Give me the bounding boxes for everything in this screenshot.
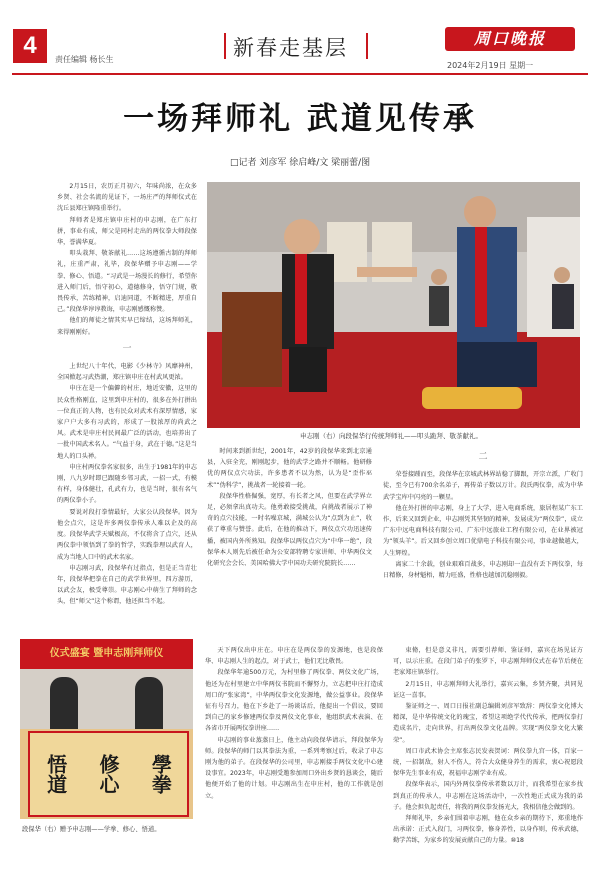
paragraph: 申庄村两仪拳名家很多，出生于1981年的申志刚，八九岁时即已跟随乡邻习武，一招一式，有模有样，身体健壮，孔武有力，也是当时，很有名气的两仪拳小子。 — [57, 463, 197, 505]
paragraph: 束脩，但是意义非凡，需要引荐师、鉴证师，嘉宾在场见证方可，以示庄重。在段门弟子的张罗下，申志刚拜师仪式在春节后便在老家郑庄镇举行。 — [393, 647, 583, 677]
ceremony-photo — [207, 182, 580, 428]
paragraph: 时间来到新世纪，2001年，42岁的段保华来到北京通县，入驻全充，刚刚起步，他的武学之路并不顺畅。他研修优的两仪点穴功法，许多患者不以为然，认为是“歪作巫术”“伪科学”，挑战者一轮接着一轮。 — [207, 448, 372, 489]
paragraph: 荣誉接踵而至，段保华在京城武林界站稳了脚跟，开宗立派，广收门徒，至今已有700余名弟子，再传弟子数以万计。段氏两仪拳，成为中华武学宝库中闪亮的一颗星。 — [383, 471, 583, 501]
paragraph: 申志刚习武，段保华有过指点，但是正当青壮年，段保华把拳在自己的武学世界里，四方游历，以武会友，极受尊崇。申志刚心中萌生了拜师的念头，但“师父”这个称谓，他还担当不起。 — [57, 564, 197, 606]
paragraph: 天下两仪出申庄在。申庄在是两仪拳的发源地，也是段保华、申志刚人生的起点，对于武士，他们无比敬畏。 — [205, 647, 383, 666]
section-title: 新春走基层 — [233, 36, 348, 60]
paragraph: 申志刚的事业蒸蒸日上，他主动向段保华请示，拜段保华为师。段保华的师门以其拳法为重，一系列考察过后，收录了申志刚为他的弟子。在段保华的公司里，申志刚接手两仪文化中心建设事宜。2023年，申志刚受邀参加周口外出乡贤的恳谈会，随后他便开始了他的计划。申志刚出生在申庄村，他的工作就是创立。 — [205, 736, 383, 800]
section-bar-left — [224, 33, 226, 59]
calligraphy-scroll — [28, 731, 189, 817]
paragraph: 离家二十余载，创业艰难百战多，申志刚却一直没有丢下两仪拳，每日精修，身材魁梧，精力旺盛，性格也越加沉稳刚毅。 — [383, 560, 583, 580]
column-1 — [57, 181, 197, 608]
paragraph: 段保华年逾500万元，为村里修了两仪拳、两仪文化广场，他还为在村里建立中华两仪书院而不懈努力，立志把申庄打造成周口的“张家湾”，中华两仪拳文化发源地，做公益事业。段保华征有号召力，他在下乡赴了一场谈话后，他提出一个倡议，要回到自己的家乡修建两仪拳及两仪文化事业，他组织武术表演、在各省市开展两仪拳讲座…… — [205, 669, 383, 733]
issue-date: 2024年2月19日 星期一 — [447, 61, 534, 70]
paragraph: 申庄在是一个偏僻的村庄，地近安徽，这里的民众性格刚直，这里到申庄村的，很多在外打拼出一位真正的人物，也有民众对武术有深厚情感，家家户户大多有习武的，形成了一股浓厚的尚武之风。武术是申庄村民间最广泛的活动，也培养出了一批中国武术名人。“气益于身，武在于德。”这是当地人的口头禅。 — [57, 385, 197, 460]
paragraph: 周口市武术协会主席张志民发表贺词：两仪拳九宫一体，百家一统，一招制敌，射人不伤人，符合大众健身养生的需求，衷心祝愿段保华先生事业有成，祝福申志刚学业有成。 — [393, 747, 583, 778]
section-divider: 二 — [478, 452, 488, 462]
paragraph: 2月15日，申志刚拜师大礼举行，嘉宾云集，乡贤齐聚，共同见证这一喜事。 — [393, 680, 583, 699]
calligraphy-char: 悟道 — [43, 754, 68, 794]
article-byline: □记者 刘彦军 徐启峰/文 梁丽蕾/图 — [230, 158, 371, 168]
paragraph: 要说对段打拳情最好，大家公认段保华。因为他会点穴，这是许多两仪拳传承人难以企及的高度。段保华武学天赋极高，不仅将含了点穴，还从两仪拳中领悟到了拳的哲学，实践拳理以武育人，成为当地人口中的武术名家。 — [57, 508, 197, 561]
photo-caption: 申志刚（右）向段保华行传统拜师礼——叩头跪拜、敬茶献礼。 — [300, 432, 482, 440]
calligraphy-char: 修心 — [95, 754, 120, 794]
photo-background — [20, 669, 193, 729]
column-2 — [207, 446, 372, 569]
editor-credit: 责任编辑 杨长生 — [55, 55, 114, 64]
column-5 — [393, 645, 583, 847]
column-4 — [205, 645, 383, 802]
section-divider: 一 — [122, 343, 132, 354]
paragraph: 上世纪八十年代，电影《少林寺》风靡神州，全国掀起习武热潮，郑庄镇申庄在村武风更浓。 — [57, 363, 197, 382]
photo-caption-2: 段保华（右）赠予申志刚——学拳、修心、悟道。 — [22, 826, 161, 833]
paragraph: 2月15日，农历正月初六，年味尚浓，在众多乡贤、社会名流的见证下，一场庄严的拜师仪式在沈丘县郑庄镇隆重举行。 — [57, 183, 197, 213]
person-right — [135, 677, 163, 729]
paragraph: 他在外打拼的申志刚，身上了大学，进入电商系统，旅居程某广东工作，后来又回到企业，申志刚凭其坚韧的精神，发展成为“两仪拳”，成立广东中远电商科技有限公司、广东中远旅业工程有限公司，在业界被冠为“领头羊”。后又回乡创立周口优鼎电子科技有限公司，事业越做越大，人生辉煌。 — [383, 504, 583, 557]
page-number: 4 — [13, 29, 47, 63]
calligraphy-char: 學拳 — [148, 754, 173, 794]
paragraph: 段保华性格倔强，宽厚，有长者之风，但要在武学界立足，必须拿出真功夫。他勇敢接受挑战，向挑战者展示了神奇的点穴技能，一时名噪京城，满城公认为“点到为止”，收获了尊重与赞誉。此后，在他的推动下，两仪点穴功迅速传播，被国内外所熟知。段保华以两仪点穴为“中华一绝”，段保华本人则先后被任命为公安部特聘专家讲师、中华两仪文化研究会会长、美国哈佛大学中国功夫研究院院长…… — [207, 492, 372, 568]
paragraph: 段保华表示，国内外两仪拳传承者数以万计，而我希望在家乡找到真正的传承人，申志刚在这场活动中，一次性地正式成为我的弟子。他会担负起责任，将我的两仪拳发扬光大，我相信他会做到的。 — [393, 781, 583, 811]
person-left — [50, 677, 78, 729]
paragraph: 鉴证师之一、周口日报社副总编辑刘彦军致辞：两仪拳文化博大精深，是中华传统文化的瑰宝，希望这项绝学代代传承，把两仪拳打造成名片，走向世界，打出两仪拳文化品牌。实现“两仪拳文化大繁荣”。 — [393, 703, 583, 744]
calligraphy-photo — [20, 639, 193, 819]
header-rule — [12, 73, 588, 75]
column-3 — [383, 446, 583, 581]
banner-text: 仪式盛宴 暨申志刚拜师仪 — [20, 639, 193, 669]
paragraph: 拜师者是郑庄镇申庄村的申志刚，在广东打拼，事业有成，师父是同村走出的两仪拳大师段保华，誉满华夏。 — [57, 216, 197, 247]
section-bar-right — [366, 33, 368, 59]
article-title: 一场拜师礼 武道见传承 — [123, 101, 477, 137]
newspaper-logo: 周口晚报 — [445, 27, 575, 51]
paragraph: 拜师礼毕，乡亲们围着申志刚，他在众乡亲的期待下，郑重地作出承诺：正式入段门，习两仪拳，修身养性，以身作则，传承武德，勤学苦练，为家乡的发展贡献自己的力量。⑩18 — [393, 815, 583, 845]
paragraph: 他们的师徒之情其实早已缔结，这场拜师礼，来得刚刚好。 — [57, 317, 197, 336]
paragraph: 叩头栽拜、敬茶献礼……这场遵循古制的拜师礼，庄重严肃，礼毕，段保华赠予申志刚——学拳、修心、悟道。“习武是一场漫长的修行，希望你进入师门后，悟守初心，道德修身，悟守门规，敬畏传承，苦练精神，启迪同道，不断精进，厚重自己。”段保华谆谆教诲，申志刚感慨称赞。 — [57, 250, 197, 314]
